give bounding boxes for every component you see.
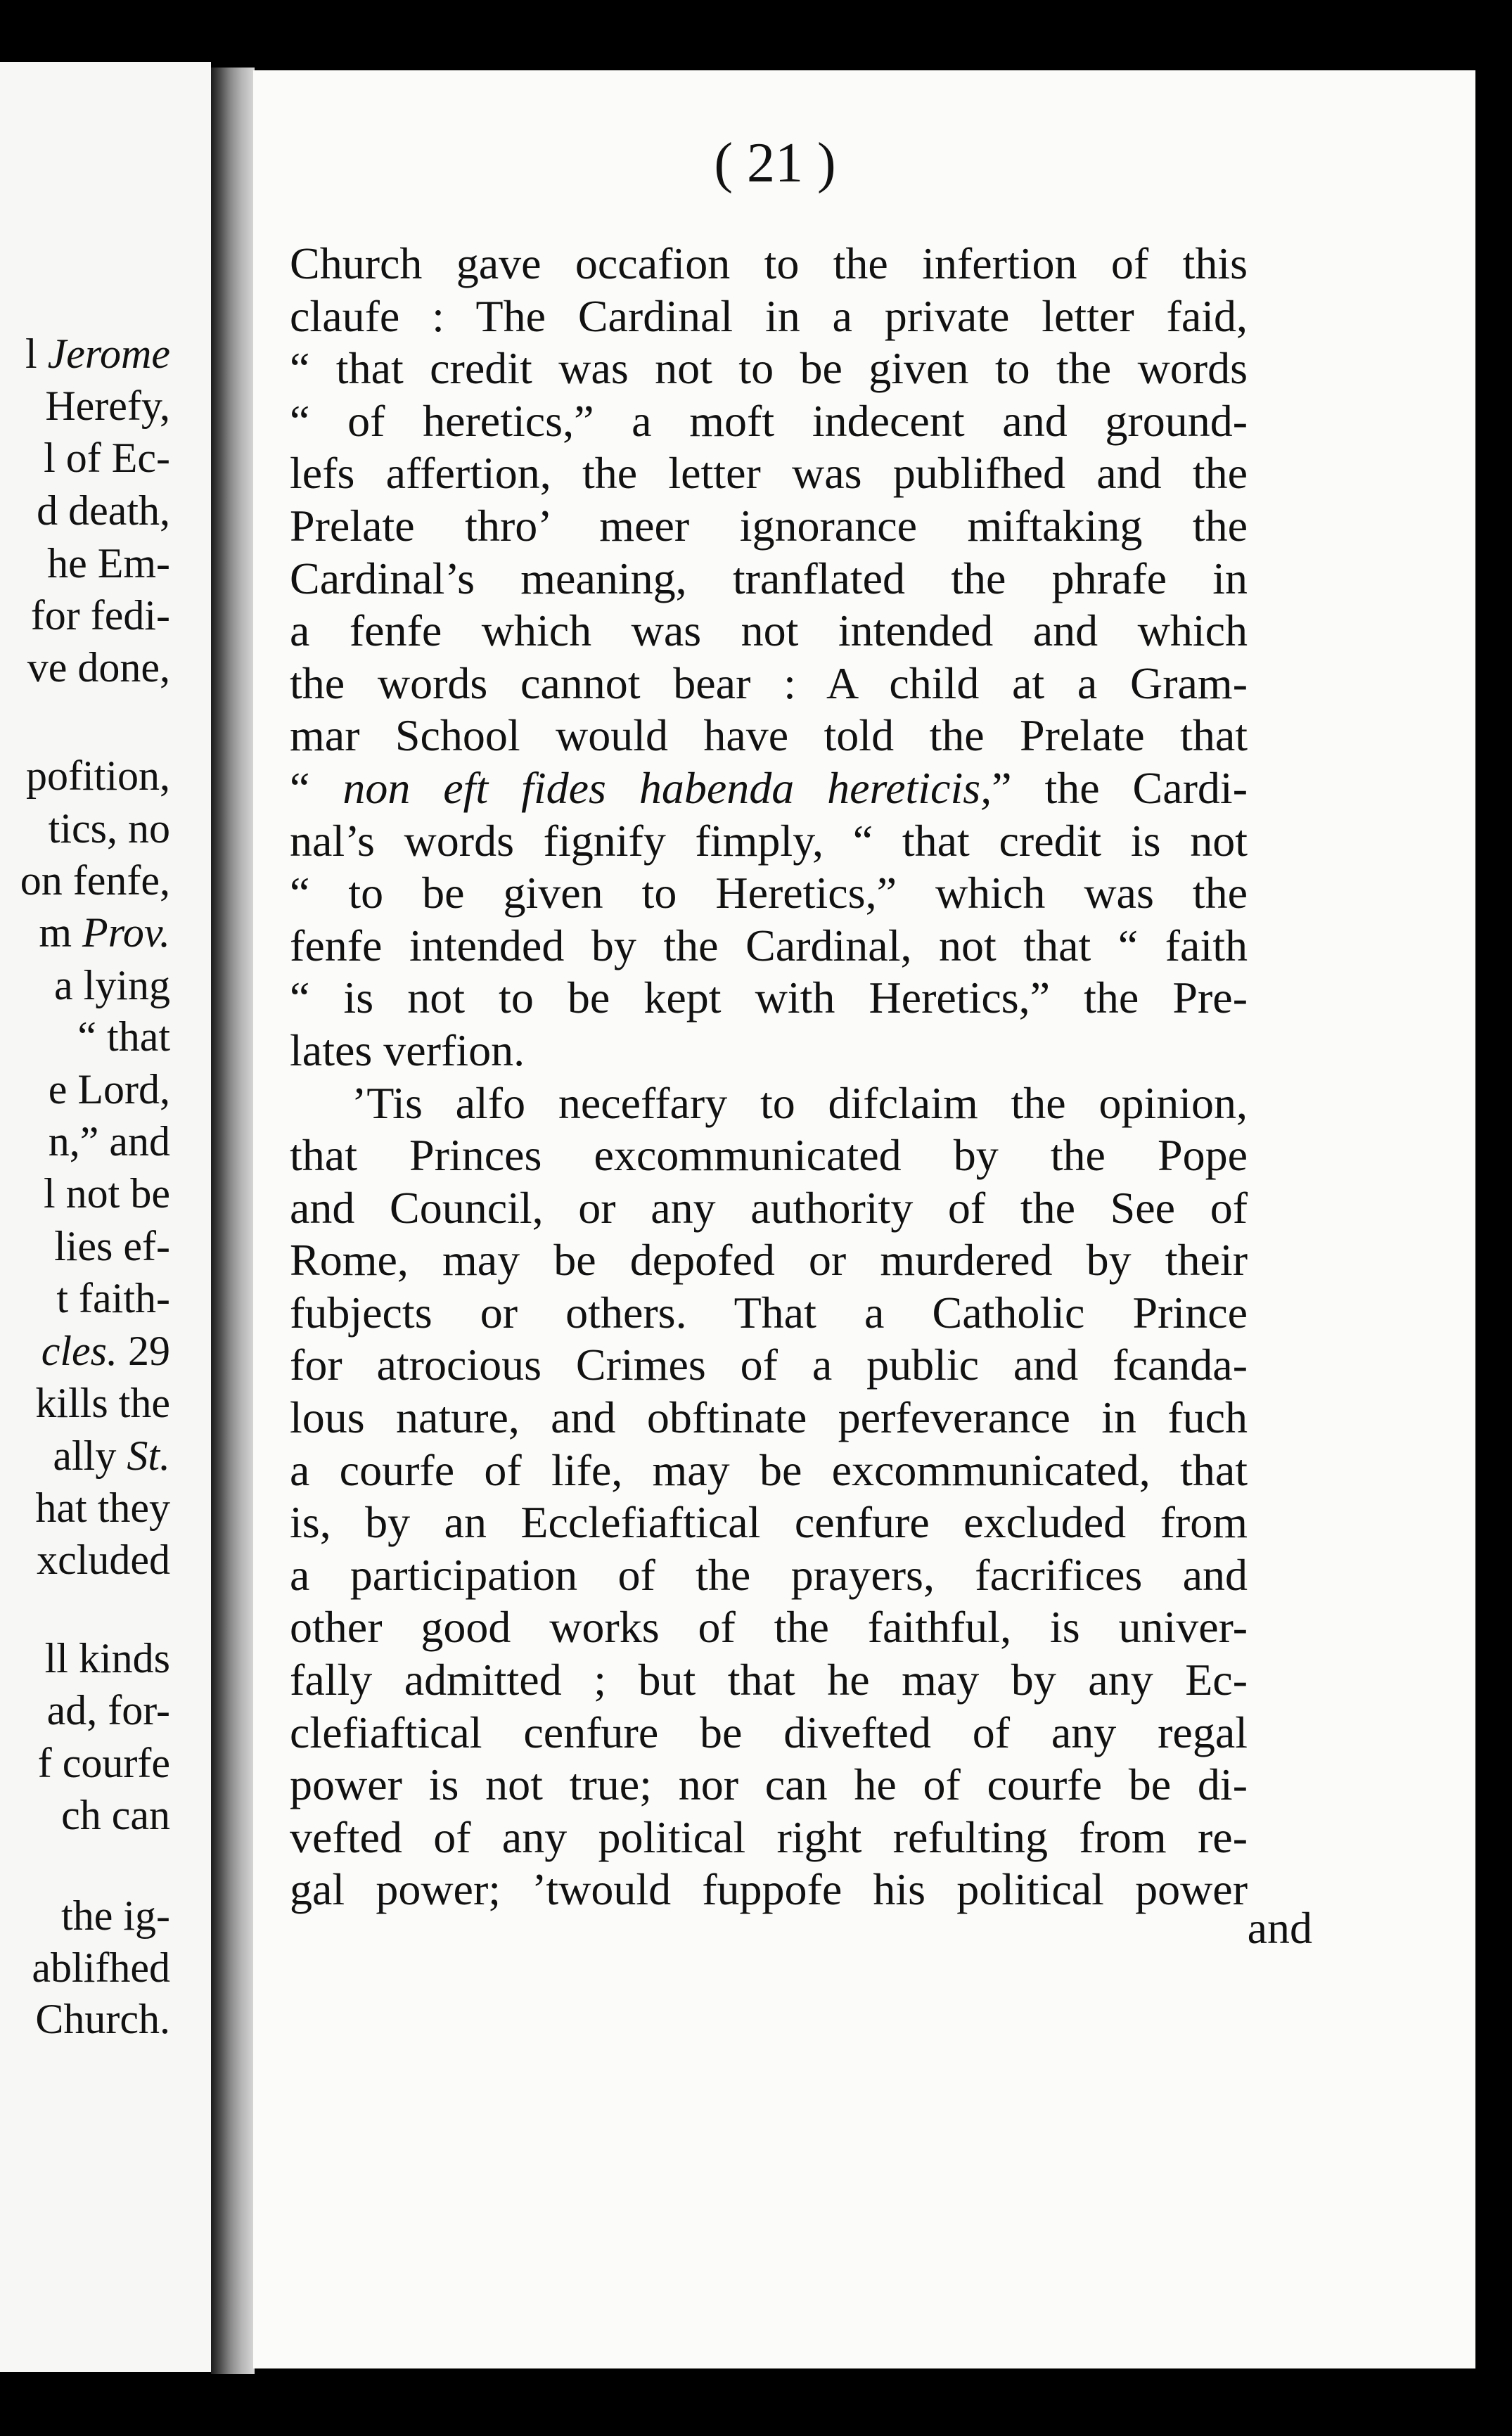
- body-text: [290, 238, 1248, 1916]
- left-page-line: for fedi-: [30, 592, 170, 639]
- text-line: gal power; ’twould fuppofe his political power: [290, 1864, 1248, 1915]
- text-line: the words cannot bear : A child at a Gram-: [290, 658, 1248, 708]
- text-line: a courfe of life, may be excommunicated, that: [290, 1444, 1248, 1495]
- left-page-line: m Prov.: [39, 909, 170, 956]
- left-page-line: he Em-: [47, 540, 170, 586]
- text-line: power is not true; nor can he of courfe be di-: [290, 1759, 1248, 1810]
- text-line: fubjects or others. That a Catholic Prince: [290, 1287, 1248, 1338]
- left-page-line: Herefy,: [45, 383, 170, 429]
- text-line: “ to be given to Heretics,” which was the: [290, 868, 1248, 918]
- text-line: clefiaftical cenfure be divefted of any regal: [290, 1707, 1248, 1757]
- text-line: lefs affertion, the letter was publifhed and the: [290, 448, 1248, 499]
- left-page-line: ally St.: [53, 1432, 170, 1479]
- left-page-line: n,” and: [48, 1118, 170, 1165]
- left-page-line: xcluded: [37, 1537, 170, 1583]
- text-line: fenfe intended by the Cardinal, not that “ faith: [290, 920, 1248, 970]
- text-line: a fenfe which was not intended and which: [290, 605, 1248, 656]
- left-page-line: “ that: [77, 1013, 170, 1060]
- text-line: Rome, may be depofed or murdered by their: [290, 1235, 1248, 1286]
- text-line: a participation of the prayers, facrifices and: [290, 1549, 1248, 1600]
- text-line: fally admitted ; but that he may by any Ec-: [290, 1655, 1248, 1705]
- left-page-line: a lying: [54, 962, 170, 1008]
- previous-page-fragment: [0, 62, 211, 2372]
- left-page-line: e Lord,: [48, 1066, 170, 1113]
- text-line: “ is not to be kept with Heretics,” the Pre-: [290, 973, 1248, 1023]
- text-line: claufe : The Cardinal in a private letter faid,: [290, 290, 1248, 341]
- text-line: nal’s words fignify fimply, “ that credit is not: [290, 815, 1248, 866]
- left-page-line: d death,: [37, 487, 170, 534]
- text-line: vefted of any political right refulting from re-: [290, 1812, 1248, 1862]
- left-page-line: kills the: [35, 1380, 170, 1426]
- page-number: ( 21 ): [714, 132, 836, 194]
- left-page-line: t faith-: [56, 1275, 170, 1321]
- left-page-line: f courfe: [37, 1740, 170, 1786]
- current-page: [253, 70, 1475, 2368]
- left-page-line: ll kinds: [44, 1635, 170, 1681]
- text-line: “ non eft fides habenda hereticis,” the Cardi-: [290, 762, 1248, 813]
- text-line: other good works of the faithful, is univer-: [290, 1602, 1248, 1653]
- left-page-line: on fenfe,: [20, 857, 170, 904]
- left-page-line: ablifhed: [32, 1944, 170, 1991]
- text-line: “ that credit was not to be given to the words: [290, 343, 1248, 394]
- text-line: mar School would have told the Prelate that: [290, 710, 1248, 761]
- left-page-line: pofition,: [26, 752, 170, 799]
- left-page-line: ch can: [61, 1792, 170, 1838]
- text-line: is, by an Ecclefiaftical cenfure excluded from: [290, 1497, 1248, 1548]
- text-line: lous nature, and obftinate perfeverance in fuch: [290, 1392, 1248, 1443]
- text-line: Cardinal’s meaning, tranflated the phrafe in: [290, 553, 1248, 603]
- left-page-line: ad, for-: [46, 1687, 170, 1733]
- text-line: for atrocious Crimes of a public and fcanda-: [290, 1340, 1248, 1390]
- text-line: and Council, or any authority of the See of: [290, 1182, 1248, 1233]
- left-page-line: cles. 29: [41, 1328, 170, 1374]
- text-line: Prelate thro’ meer ignorance miftaking the: [290, 500, 1248, 551]
- left-page-line: l of Ec-: [44, 435, 170, 481]
- left-page-line: ve done,: [27, 644, 170, 691]
- left-page-line: l not be: [44, 1170, 170, 1217]
- text-line: lates verfion.: [290, 1025, 525, 1075]
- left-page-line: hat they: [35, 1485, 170, 1531]
- left-page-line: the ig-: [61, 1892, 170, 1939]
- text-line: that Princes excommunicated by the Pope: [290, 1130, 1248, 1181]
- left-page-line: tics, no: [48, 805, 170, 852]
- text-line: “ of heretics,” a moft indecent and ground-: [290, 395, 1248, 446]
- text-line: Church gave occafion to the infertion of this: [290, 238, 1248, 288]
- catchword: and: [1247, 1903, 1312, 1953]
- left-page-line: l Jerome: [25, 331, 170, 377]
- left-page-line: lies ef-: [54, 1223, 170, 1269]
- text-line: ’Tis alfo neceffary to difclaim the opinion,: [352, 1077, 1248, 1128]
- book-gutter: [211, 68, 255, 2374]
- left-page-line: Church.: [35, 1996, 170, 2042]
